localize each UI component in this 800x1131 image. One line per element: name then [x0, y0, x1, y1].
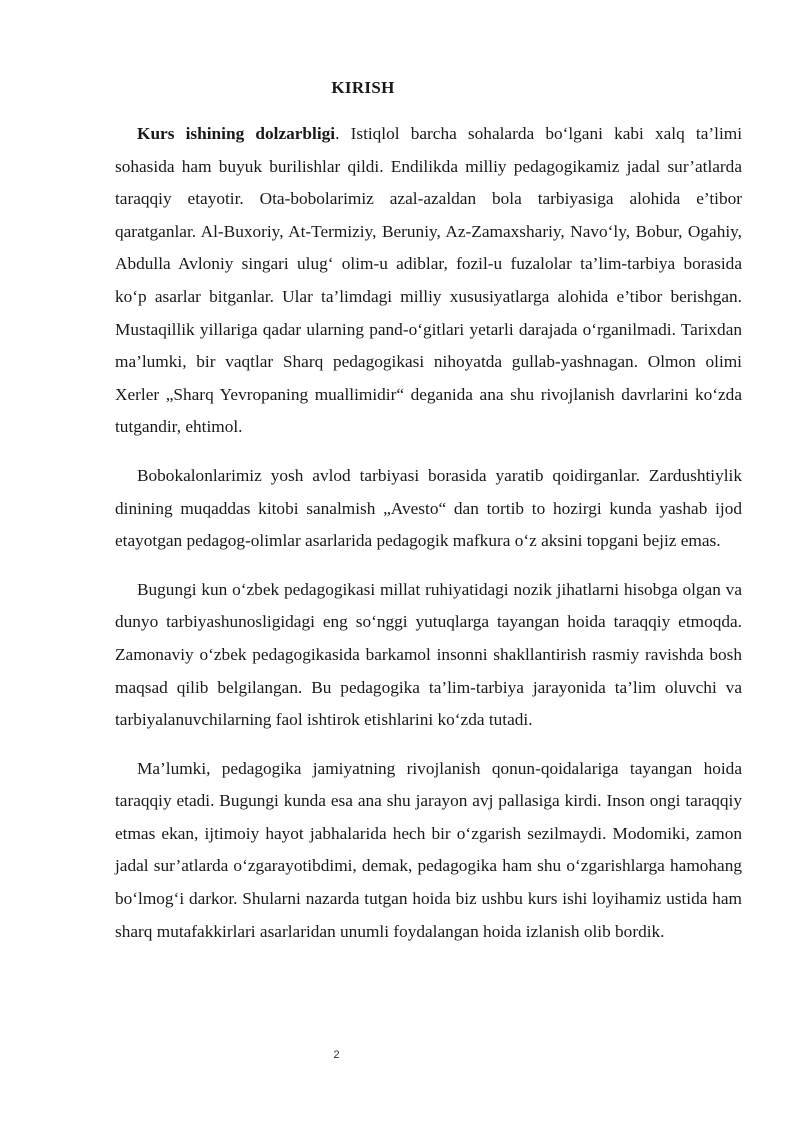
- paragraph-lead-bold: Kurs ishining dolzarbligi: [137, 124, 336, 143]
- paragraph-modern-pedagogy: Bugungi kun o‘zbek pedagogikasi millat ruhiyatidagi nozik jihatlarni hisobga olgan va dunyo tarbiyashunosligidagi eng so‘nggi yutuqlarga tayangan hoida taraqqiy etmoqda. Zamonaviy o‘zbek pedagogikasida barkamol insonni shakllantirish rasmiy ravishda bosh maqsad qilib belgilangan. Bu pedagogika ta’lim-tarbiya jarayonida ta’lim oluvchi va tarbiyalanuvchilarning faol ishtirok etishlarini ko‘zda tutadi.: [115, 579, 742, 730]
- body-text: [115, 118, 742, 948]
- page-number: 2: [333, 1049, 340, 1061]
- section-heading: KIRISH: [331, 78, 395, 97]
- paragraph-relevance: [115, 118, 742, 444]
- paragraph-development: Ma’lumki, pedagogika jamiyatning rivojlanish qonun-qoidalariga tayangan hoida taraqqiy etadi. Bugungi kunda esa ana shu jarayon avj pallasiga kirdi. Inson ongi taraqqiy etmas ekan, ijtimoiy hayot jabhalarida hech bir o‘zgarish sezilmaydi. Modomiki, zamon jadal sur’atlarda o‘zgarayotibdimi, demak, pedagogika ham shu o‘zgarishlarga hamohang bo‘lmog‘i darkor. Shularni nazarda tutgan hoida biz ushbu kurs ishi loyihamiz ustida ham sharq mutafakkirlari asarlaridan unumli foydalangan hoida izlanish olib bordik.: [115, 758, 742, 941]
- paragraph-text: . Istiqlol barcha sohalarda bo‘lgani kabi xalq ta’limi sohasida ham buyuk burilishlar qildi. Endilikda milliy pedagogikamiz jadal sur’atlarda taraqqiy etayotir. Ota-bobolarimiz azal-azaldan bola tarbiyasiga alohida e’tibor qaratganlar. Al-Buxoriy, At-Termiziy, Beruniy, Az-Zamaxshariy, Navo‘ly, Bobur, Ogahiy, Abdulla Avloniy singari ulug‘ olim-u adiblar, fozil-u fuzalolar ta’lim-tarbiya borasida ko‘p asarlar bitganlar. Ular ta’limdagi milliy xususiyatlarga alohida e’tibor berishgan. Mustaqillik yillariga qadar ularning pand-o‘gitlari yetarli darajada o‘rganilmadi. Tarixdan ma’lumki, bir vaqtlar Sharq pedagogikasi nihoyatda gullab-yashnagan. Olmon olimi Xerler „Sharq Yevropaning muallimidir“ deganida ana shu rivojlanish davrlarini ko‘zda tutgandir, ehtimol.: [115, 124, 742, 437]
- paragraph-ancestors: Bobokalonlarimiz yosh avlod tarbiyasi borasida yaratib qoidirganlar. Zardushtiylik dinining muqaddas kitobi sanalmish „Avesto“ dan tortib to hozirgi kunda yashab ijod etayotgan pedagog-olimlar asarlarida pedagogik mafkura o‘z aksini topgani bejiz emas.: [115, 465, 742, 551]
